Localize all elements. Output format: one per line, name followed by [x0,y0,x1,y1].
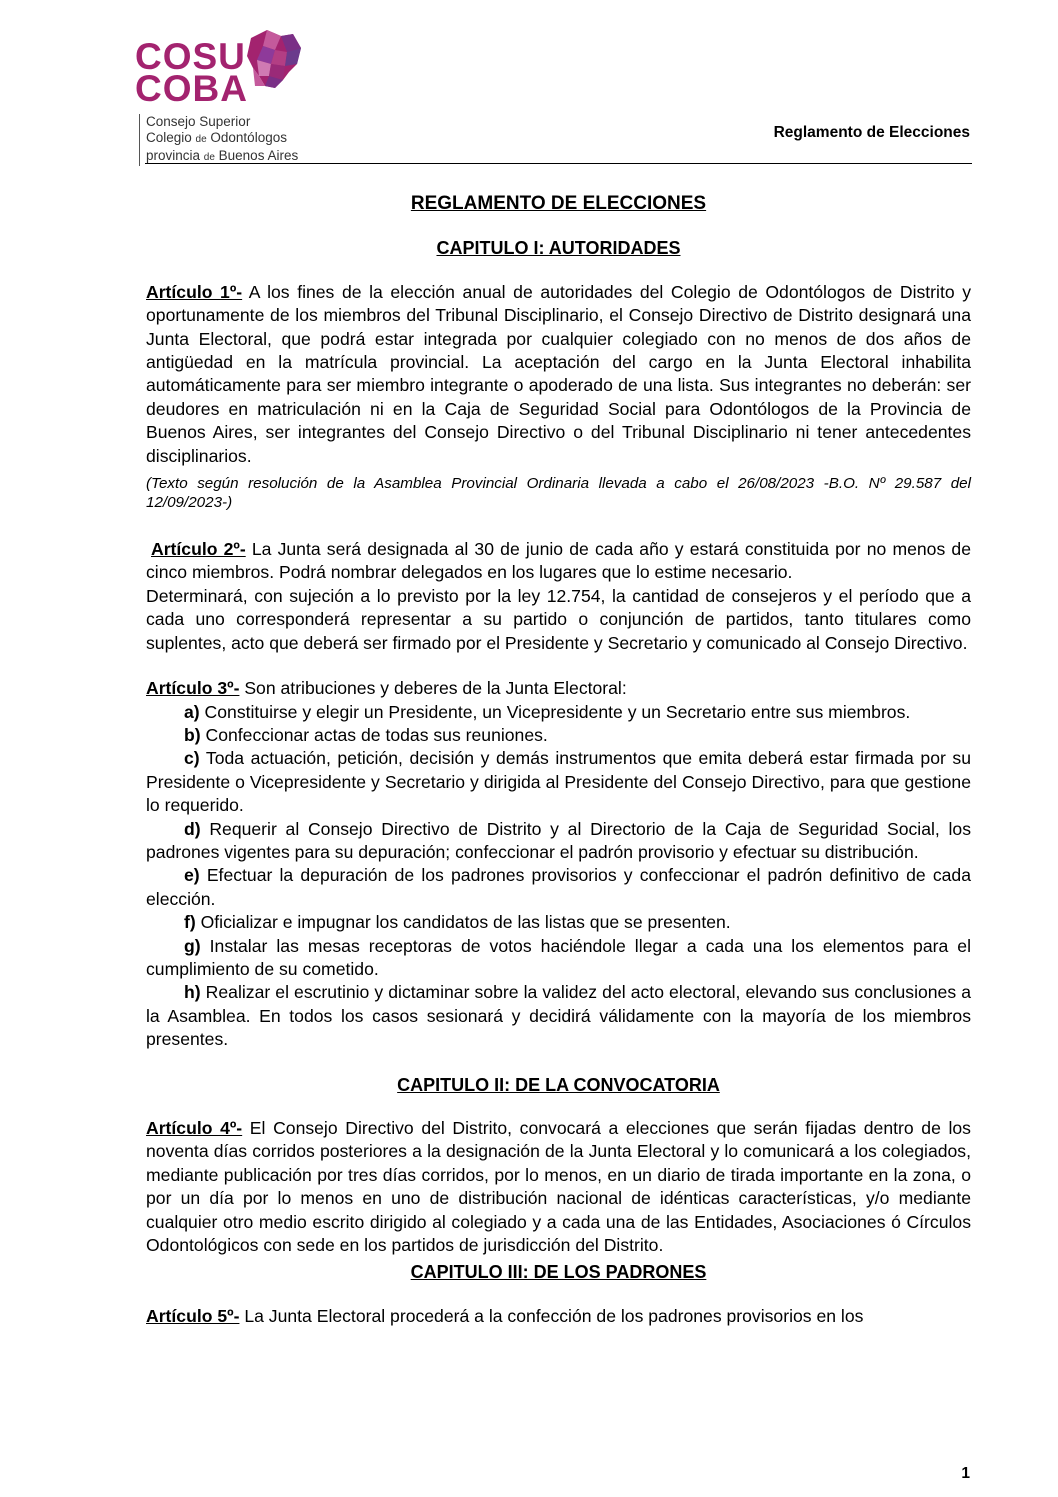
amendment-note: (Texto según resolución de la Asamblea Provincial Ordinaria llevada a cabo el 26/08/2023 -B.O. Nº 29.587 del 12/09/2023-) [146,475,971,512]
list-item: f) Oficializar e impugnar los candidatos de las listas que se presenten. [184,912,731,933]
running-header: Reglamento de Elecciones [773,124,970,141]
article-text: La Junta será designada al 30 de junio de cada año y estará constituida por no menos de cinco miembros. Podrá nombrar delegados en los lugares que lo estime necesario. [146,539,971,583]
article-label: Artículo 1º- [146,281,243,302]
article-label: Artículo 5º- [146,1305,240,1326]
article-label: Artículo 4º- [146,1118,243,1138]
list-item: e) Efectuar la depuración de los padrones provisorios y confeccionar el padrón definitivo de cada elección. [146,865,971,909]
logo-subtitle [139,114,298,166]
logo-subtitle-line: provincia de Buenos Aires [146,148,299,163]
article-5 [146,1305,971,1328]
chapter-heading: CAPITULO III: DE LOS PADRONES [410,1262,707,1283]
list-item: c) Toda actuación, petición, decisión y demás instrumentos que emita deberá estar firmada por su Presidente o Vicepresidente y Secretario y dirigida al Presidente del Consejo Directivo, para que gestione lo requerido. [146,748,971,816]
page-number: 1 [961,1465,970,1482]
cosucoba-logo [135,28,335,168]
list-item: g) Instalar las mesas receptoras de votos haciéndole llegar a cada una los elementos para el cumplimiento de su cometido. [146,935,971,979]
document-body [146,192,971,1328]
list-item: a) Constituirse y elegir un Presidente, un Vicepresidente y un Secretario entre sus miembros. [184,701,911,722]
article-text: A los fines de la elección anual de autoridades del Colegio de Odontólogos de Distrito y oportunamente de los miembros del Tribunal Disciplinario, el Consejo Directivo de Distrito designará una Junta Electoral, que podrá estar integrada por cualquier colegiado con no menos de dos años de antigüedad en la matrícula provincial. La aceptación del cargo en la Junta Electoral inhabilita automáticamente para ser miembro integrante o apoderado de una lista. Sus integrantes no deberán: ser deudores en matriculación ni en la Caja de Seguridad Social para Odontólogos de la Provincia de Buenos Aires, ser integrantes del Consejo Directivo o del Tribunal Disciplinario ni tener antecedentes disciplinarios. [146,281,971,466]
article-text: La Junta Electoral procederá a la confección de los padrones provisorios en los [239,1305,864,1326]
list-item: h) Realizar el escrutinio y dictaminar sobre la validez del acto electoral, elevando sus conclusiones a la Asamblea. En todos los casos sesionará y decidirá válidamente con la mayoría de los miembros presentes. [146,982,971,1050]
article-4 [146,1117,971,1257]
logo-word-coba: COBA [135,68,248,109]
list-item: b) Confeccionar actas de todas sus reuniones. [184,724,548,745]
chapter-heading: CAPITULO I: AUTORIDADES [436,238,681,259]
article-2 [146,538,971,585]
list-item: d) Requerir al Consejo Directivo de Distrito y al Directorio de la Caja de Seguridad Social, los padrones vigentes para su depuración; confeccionar el padrón provisorio y efectuar su distribución. [146,818,971,862]
article-3 [146,677,971,700]
article-label: Artículo 2º- [151,539,246,560]
article-1 [146,281,971,468]
chapter-heading: CAPITULO II: DE LA CONVOCATORIA [397,1074,720,1095]
document-title: REGLAMENTO DE ELECCIONES [410,193,707,214]
article-text: El Consejo Directivo del Distrito, convocará a elecciones que serán fijadas dentro de los noventa días corridos posteriores a la designación de la Junta Electoral y lo comunicará a los colegiados, mediante publicación por tres días corridos, por lo menos, en un diario de tirada importante en la zona, o por un día por lo menos en uno de distribución nacional de idénticas características, y/o mediante cualquier otro medio escrito dirigido al colegiado y a cada una de las Entidades, Asociaciones ó Círculos Odontológicos con sede en los partidos de jurisdicción del Distrito. [146,1118,971,1256]
logo-subtitle-line: Colegio de Odontólogos [146,130,287,145]
article-text: Son atribuciones y deberes de la Junta Electoral: [239,678,627,699]
article-2-continued: Determinará, con sujeción a lo previsto por la ley 12.754, la cantidad de consejeros y el período que a cada uno corresponderá representar a su partido o conjunción de partidos, tanto titulares como suplentes, acto que deberá ser firmado por el Presidente y Secretario y comunicado al Consejo Directivo. [146,585,971,653]
logo-word-cosu: COSU [135,36,246,77]
logo-subtitle-line: Consejo Superior [146,114,251,129]
province-map-icon [241,28,305,108]
header-divider [145,163,972,164]
article-label: Artículo 3º- [146,678,240,699]
